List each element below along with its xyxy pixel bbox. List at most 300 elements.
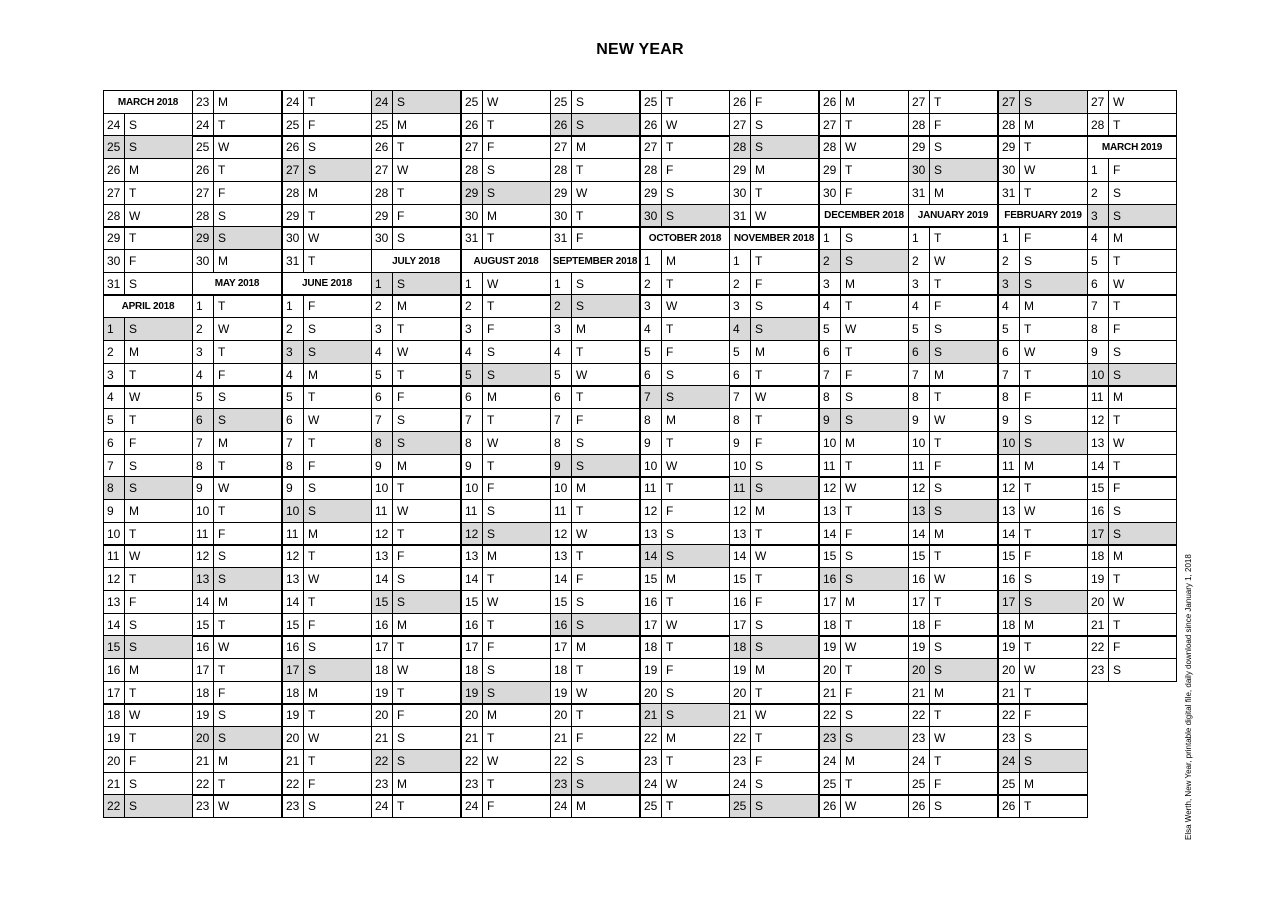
day-number: 23	[1088, 659, 1109, 681]
day-number: 20	[551, 704, 572, 726]
day-number: 25	[730, 795, 751, 817]
month-header-september-2018: SEPTEMBER 2018	[550, 249, 640, 273]
day-of-week: M	[1113, 390, 1123, 405]
day-cell	[640, 204, 730, 228]
day-number: 6	[462, 386, 483, 408]
day-cell	[192, 522, 282, 546]
day-of-week: T	[308, 753, 316, 768]
day-of-week: M	[666, 572, 676, 587]
day-cell	[371, 272, 461, 296]
day-cell	[1087, 590, 1177, 614]
day-number: 31	[730, 205, 751, 227]
day-number: 27	[462, 136, 483, 158]
day-cell	[729, 590, 819, 614]
day-number: 9	[551, 455, 572, 477]
day-cell	[640, 703, 730, 727]
day-of-week: T	[576, 708, 584, 723]
day-of-week: T	[666, 322, 674, 337]
day-number: 18	[909, 614, 930, 636]
day-of-week: T	[755, 731, 763, 746]
day-of-week: M	[397, 617, 407, 632]
day-number: 21	[730, 704, 751, 726]
day-cell	[371, 204, 461, 228]
day-of-week: S	[666, 549, 675, 564]
day-cell	[729, 317, 819, 341]
day-cell	[998, 522, 1088, 546]
day-number: 18	[462, 659, 483, 681]
day-number: 29	[193, 227, 214, 249]
day-number: 7	[283, 432, 304, 454]
day-number: 26	[551, 114, 572, 136]
day-of-week: W	[397, 344, 409, 359]
day-number: 27	[551, 136, 572, 158]
day-cell	[550, 363, 640, 387]
day-of-week: M	[666, 731, 676, 746]
day-of-week: F	[666, 663, 674, 677]
day-cell	[192, 294, 282, 318]
day-cell	[371, 613, 461, 637]
day-of-week: F	[666, 503, 674, 518]
day-of-week: M	[755, 503, 765, 518]
day-number: 2	[193, 318, 214, 340]
day-number: 19	[104, 727, 125, 749]
day-of-week: M	[1024, 117, 1034, 132]
day-number: 16	[820, 568, 841, 590]
day-cell	[908, 703, 998, 727]
day-number: 2	[820, 250, 841, 272]
day-cell	[640, 635, 730, 659]
day-of-week: T	[397, 481, 405, 496]
month-header-march-2019: MARCH 2019	[1087, 135, 1177, 159]
day-cell	[729, 135, 819, 159]
day-cell	[103, 249, 193, 273]
day-cell	[103, 226, 193, 250]
day-number: 1	[551, 273, 572, 295]
day-of-week: W	[218, 322, 230, 337]
day-cell	[103, 476, 193, 500]
day-of-week: F	[934, 117, 942, 132]
day-of-week: T	[1024, 640, 1032, 655]
day-cell	[998, 499, 1088, 523]
day-number: 18	[551, 659, 572, 681]
month-header-march-2018: MARCH 2018	[103, 90, 193, 114]
day-of-week: W	[1024, 163, 1036, 178]
day-number: 19	[372, 682, 393, 704]
day-cell	[729, 772, 819, 796]
day-number: 3	[104, 364, 125, 386]
day-number: 6	[551, 386, 572, 408]
day-cell	[729, 249, 819, 273]
day-cell	[103, 158, 193, 182]
day-cell	[103, 431, 193, 455]
day-of-week: M	[576, 140, 586, 155]
day-of-week: F	[934, 299, 942, 314]
day-cell	[103, 613, 193, 637]
day-number: 27	[1088, 91, 1109, 113]
day-of-week: T	[129, 185, 137, 200]
day-cell	[1087, 294, 1177, 318]
day-cell	[908, 590, 998, 614]
day-cell	[461, 635, 551, 659]
day-number: 31	[104, 273, 125, 295]
day-of-week: T	[487, 117, 495, 132]
day-of-week: T	[218, 299, 226, 314]
day-number: 24	[999, 750, 1020, 772]
day-of-week: S	[1024, 572, 1033, 587]
day-of-week: T	[1024, 367, 1032, 382]
day-of-week: F	[487, 640, 495, 655]
day-cell	[1087, 90, 1177, 114]
day-cell	[819, 408, 909, 432]
day-number: 9	[104, 500, 125, 522]
day-of-week: F	[1113, 640, 1121, 655]
day-number: 24	[104, 114, 125, 136]
day-of-week: W	[576, 367, 588, 382]
day-cell	[640, 340, 730, 364]
day-number: 16	[730, 591, 751, 613]
day-of-week: W	[1024, 663, 1036, 677]
day-cell	[461, 340, 551, 364]
day-number: 25	[104, 136, 125, 158]
day-number: 1	[909, 227, 930, 249]
day-number: 30	[909, 159, 930, 181]
day-number: 22	[641, 727, 662, 749]
day-of-week: T	[218, 344, 226, 359]
day-cell	[103, 703, 193, 727]
day-of-week: F	[218, 526, 226, 541]
day-number: 12	[193, 545, 214, 567]
day-of-week: M	[755, 163, 765, 178]
day-of-week: S	[397, 731, 406, 746]
day-number: 13	[462, 545, 483, 567]
day-number: 29	[551, 182, 572, 204]
day-of-week: S	[755, 299, 764, 314]
day-of-week: M	[934, 685, 944, 700]
day-number: 28	[641, 159, 662, 181]
day-number: 13	[820, 500, 841, 522]
day-cell	[282, 226, 372, 250]
day-number: 20	[1088, 591, 1109, 613]
day-cell	[550, 340, 640, 364]
day-of-week: W	[666, 117, 678, 132]
day-cell	[998, 772, 1088, 796]
day-of-week: W	[487, 95, 499, 109]
day-of-week: T	[487, 572, 495, 587]
day-of-week: M	[218, 594, 228, 609]
day-cell	[282, 158, 372, 182]
day-cell	[640, 499, 730, 523]
day-number: 17	[104, 682, 125, 704]
day-cell	[729, 158, 819, 182]
day-number: 14	[193, 591, 214, 613]
day-cell	[729, 635, 819, 659]
day-number: 11	[909, 455, 930, 477]
day-of-week: T	[1024, 685, 1032, 700]
day-of-week: T	[576, 208, 584, 223]
day-of-week: F	[308, 299, 316, 314]
day-cell	[998, 476, 1088, 500]
day-number: 17	[999, 591, 1020, 613]
day-cell	[729, 340, 819, 364]
day-number: 25	[372, 114, 393, 136]
day-number: 21	[462, 727, 483, 749]
day-number: 25	[909, 773, 930, 795]
day-of-week: W	[845, 799, 857, 814]
day-cell	[282, 431, 372, 455]
day-number: 13	[641, 523, 662, 545]
day-number: 15	[909, 545, 930, 567]
day-cell	[282, 635, 372, 659]
day-cell	[819, 749, 909, 773]
day-number: 11	[193, 523, 214, 545]
day-of-week: S	[1024, 413, 1033, 428]
day-of-week: T	[845, 776, 853, 791]
day-cell	[998, 635, 1088, 659]
day-of-week: W	[308, 231, 320, 246]
day-of-week: T	[576, 549, 584, 564]
day-cell	[461, 794, 551, 818]
day-of-week: S	[845, 572, 854, 587]
day-number: 29	[283, 205, 304, 227]
day-of-week: W	[218, 140, 230, 155]
month-header-january-2019: JANUARY 2019	[908, 204, 998, 228]
day-of-week: T	[755, 685, 763, 700]
day-cell	[282, 454, 372, 478]
day-of-week: M	[218, 95, 228, 109]
day-number: 1	[193, 295, 214, 317]
day-number: 24	[283, 91, 304, 113]
day-number: 5	[551, 364, 572, 386]
day-of-week: M	[129, 344, 139, 359]
day-number: 25	[999, 773, 1020, 795]
day-of-week: S	[755, 799, 764, 814]
day-number: 6	[193, 409, 214, 431]
day-cell	[908, 522, 998, 546]
day-of-week: S	[576, 299, 585, 314]
day-number: 9	[1088, 341, 1109, 363]
day-number: 16	[283, 636, 304, 658]
day-number: 4	[193, 364, 214, 386]
day-number: 26	[462, 114, 483, 136]
day-number: 8	[820, 386, 841, 408]
day-of-week: F	[308, 117, 316, 132]
day-of-week: T	[218, 503, 226, 518]
day-cell	[998, 226, 1088, 250]
day-of-week: T	[1113, 117, 1121, 132]
day-cell	[371, 454, 461, 478]
day-of-week: F	[755, 276, 763, 291]
day-number: 7	[730, 386, 751, 408]
day-of-week: S	[1113, 367, 1122, 382]
day-cell	[998, 726, 1088, 750]
day-number: 11	[372, 500, 393, 522]
day-number: 13	[730, 523, 751, 545]
day-number: 12	[999, 477, 1020, 499]
day-cell	[103, 181, 193, 205]
month-header-november-2018: NOVEMBER 2018	[729, 226, 819, 250]
day-cell	[908, 749, 998, 773]
day-number: 26	[909, 795, 930, 817]
day-cell	[103, 363, 193, 387]
day-cell	[819, 385, 909, 409]
day-cell	[282, 181, 372, 205]
day-of-week: T	[218, 663, 226, 677]
day-number: 12	[283, 545, 304, 567]
day-of-week: W	[129, 390, 141, 405]
day-of-week: F	[1113, 163, 1121, 178]
day-of-week: T	[129, 526, 137, 541]
day-cell	[192, 703, 282, 727]
day-of-week: S	[397, 276, 406, 291]
day-cell	[550, 90, 640, 114]
day-number: 16	[551, 614, 572, 636]
day-number: 8	[641, 409, 662, 431]
day-cell	[819, 590, 909, 614]
day-cell	[103, 749, 193, 773]
day-of-week: T	[666, 799, 674, 814]
day-of-week: T	[666, 95, 674, 109]
day-cell	[819, 658, 909, 682]
day-cell	[640, 658, 730, 682]
day-number: 10	[551, 477, 572, 499]
day-number: 1	[462, 273, 483, 295]
day-number: 4	[909, 295, 930, 317]
day-cell	[282, 794, 372, 818]
day-cell	[819, 772, 909, 796]
day-number: 13	[193, 568, 214, 590]
day-cell	[103, 726, 193, 750]
day-number: 22	[193, 773, 214, 795]
day-cell	[282, 476, 372, 500]
day-of-week: T	[666, 594, 674, 609]
day-cell	[998, 363, 1088, 387]
day-number: 26	[820, 795, 841, 817]
day-number: 3	[551, 318, 572, 340]
day-number: 27	[909, 91, 930, 113]
day-cell	[1087, 385, 1177, 409]
day-number: 25	[551, 91, 572, 113]
day-of-week: T	[755, 367, 763, 382]
day-of-week: T	[487, 617, 495, 632]
day-number: 4	[730, 318, 751, 340]
day-cell	[908, 454, 998, 478]
day-number: 15	[462, 591, 483, 613]
day-number: 30	[820, 182, 841, 204]
day-of-week: F	[397, 549, 405, 564]
day-number: 26	[104, 159, 125, 181]
day-of-week: S	[218, 413, 227, 428]
day-cell	[729, 794, 819, 818]
day-number: 10	[999, 432, 1020, 454]
day-number: 28	[193, 205, 214, 227]
day-number: 5	[730, 341, 751, 363]
day-of-week: S	[129, 458, 138, 473]
month-header-december-2018: DECEMBER 2018	[819, 204, 909, 228]
day-number: 19	[462, 682, 483, 704]
day-number: 30	[551, 205, 572, 227]
day-cell	[819, 567, 909, 591]
day-number: 5	[641, 341, 662, 363]
day-of-week: M	[1024, 617, 1034, 632]
day-of-week: T	[666, 753, 674, 768]
day-number: 18	[820, 614, 841, 636]
day-of-week: T	[218, 117, 226, 132]
day-cell	[998, 590, 1088, 614]
day-number: 18	[193, 682, 214, 704]
day-cell	[192, 90, 282, 114]
day-cell	[729, 90, 819, 114]
day-number: 1	[641, 250, 662, 272]
day-cell	[1087, 340, 1177, 364]
day-of-week: T	[397, 640, 405, 655]
day-number: 3	[730, 295, 751, 317]
day-number: 22	[730, 727, 751, 749]
day-number: 8	[372, 432, 393, 454]
day-cell	[371, 408, 461, 432]
day-number: 12	[641, 500, 662, 522]
day-of-week: S	[934, 140, 943, 155]
day-cell	[103, 454, 193, 478]
day-number: 21	[104, 773, 125, 795]
day-number: 18	[730, 636, 751, 658]
day-number: 16	[462, 614, 483, 636]
day-of-week: M	[397, 117, 407, 132]
day-number: 21	[820, 682, 841, 704]
day-of-week: S	[1024, 753, 1033, 768]
day-of-week: T	[1024, 526, 1032, 541]
day-number: 24	[462, 795, 483, 817]
day-number: 23	[909, 727, 930, 749]
day-cell	[461, 317, 551, 341]
day-cell	[371, 294, 461, 318]
day-number: 23	[820, 727, 841, 749]
day-of-week: T	[845, 458, 853, 473]
day-cell	[1087, 249, 1177, 273]
day-of-week: T	[1113, 254, 1121, 269]
day-number: 19	[551, 682, 572, 704]
day-cell	[103, 317, 193, 341]
day-cell	[550, 272, 640, 296]
day-cell	[371, 567, 461, 591]
day-cell	[192, 158, 282, 182]
day-of-week: F	[845, 685, 853, 700]
day-of-week: S	[576, 435, 585, 450]
day-number: 14	[999, 523, 1020, 545]
day-of-week: S	[129, 799, 138, 814]
day-cell	[908, 772, 998, 796]
day-cell	[550, 408, 640, 432]
day-number: 28	[909, 114, 930, 136]
day-of-week: S	[308, 481, 317, 496]
day-of-week: W	[755, 208, 767, 223]
day-of-week: S	[1024, 95, 1033, 109]
month-header-august-2018: AUGUST 2018	[461, 249, 551, 273]
day-of-week: T	[129, 231, 137, 246]
day-of-week: S	[487, 685, 496, 700]
day-cell	[371, 726, 461, 750]
day-cell	[1087, 567, 1177, 591]
day-number: 16	[641, 591, 662, 613]
day-cell	[908, 158, 998, 182]
day-of-week: T	[397, 526, 405, 541]
day-number: 31	[551, 227, 572, 249]
day-cell	[819, 135, 909, 159]
day-cell	[998, 317, 1088, 341]
day-number: 15	[283, 614, 304, 636]
day-of-week: F	[845, 367, 853, 382]
day-cell	[461, 613, 551, 637]
day-number: 9	[820, 409, 841, 431]
